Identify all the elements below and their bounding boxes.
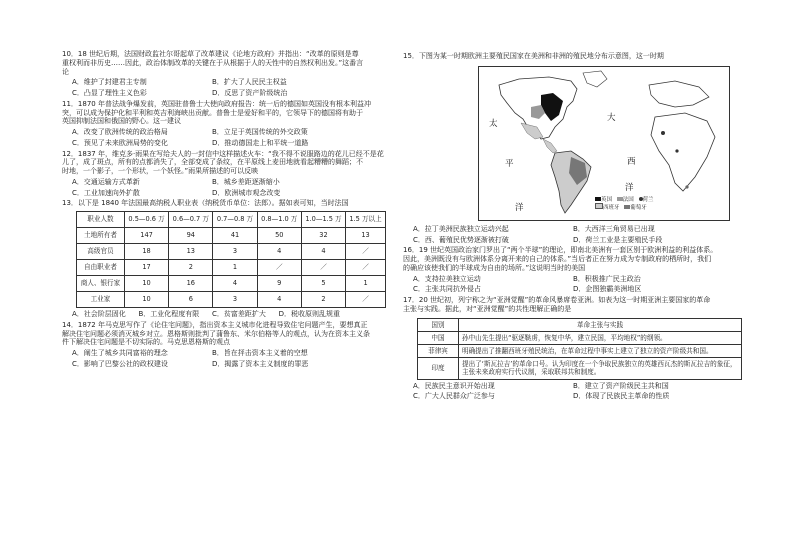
option-d: D．揭露了资本主义制度的罪恶 xyxy=(212,359,309,368)
question-16 xyxy=(403,246,748,294)
table-cell: ／ xyxy=(346,292,386,308)
question-15 xyxy=(403,52,748,244)
map-label: 平 xyxy=(505,158,514,169)
question-text: 10．18 世纪后期，法国财政监社尔哥起草了改革建议《论地方政府》并指出：“改革的原则是尊 xyxy=(62,50,359,58)
table-cell: 10 xyxy=(124,292,168,308)
question-text: 重权利而非历史……因此，政治体制改革的关键在于从根据于人的天性中的自然权利出发。”这番言 xyxy=(62,58,364,67)
question-10 xyxy=(62,50,395,98)
option-c: C．影响了巴黎公社的政权建设 xyxy=(72,359,168,368)
taxpayer-table xyxy=(76,211,386,308)
option-b: B．旨在抨击资本主义着的空想 xyxy=(212,349,308,357)
table-cell: 中国 xyxy=(418,331,459,344)
table-header-row xyxy=(418,318,742,331)
option-d: D．反思了资产阶级统治 xyxy=(212,89,288,97)
question-text: 12．1837 年，维克多·雨果在写给夫人的一封信中这样描述火车：“我不得不说服路边的花儿已经不是花 xyxy=(62,149,384,158)
map-label: 洋 xyxy=(515,202,524,213)
table-cell: ／ xyxy=(346,244,386,260)
table-header-cell: 0.7—0.8 万 xyxy=(213,212,257,228)
table-cell: 3 xyxy=(213,292,257,308)
option-b: B．扩大了人民民主权益 xyxy=(212,78,287,87)
table-header-cell: 0.6—0.7 万 xyxy=(169,212,213,228)
table-cell: 6 xyxy=(169,292,213,308)
table-cell: 41 xyxy=(213,228,257,244)
table-cell: 50 xyxy=(257,228,301,244)
question-text: 13．以下是 1840 年法国最高纳税人职业表（纳税货币单位：法郎）。据如表可知，当时法国 xyxy=(62,199,349,208)
option-c: C．主张共同抗外侵占 xyxy=(413,285,481,294)
table-cell: 94 xyxy=(169,228,213,244)
table-cell: 菲律宾 xyxy=(418,344,459,357)
table-cell: 4 xyxy=(257,244,301,260)
table-cell: 1 xyxy=(213,260,257,276)
map-label: 大 xyxy=(607,112,616,123)
revolution-table xyxy=(417,318,742,380)
table-header-cell: 职业人数 xyxy=(77,212,125,228)
legend-item: 荷兰 xyxy=(642,196,654,203)
question-text: 因此，美洲既没有与欧洲体系分离开来的自己的体系。”当后者正在努力成为专制政府的栖所时，我们 xyxy=(403,255,712,263)
legend-swatch xyxy=(595,203,603,209)
table-cell: 18 xyxy=(124,244,168,260)
table-row xyxy=(77,276,386,292)
question-text: 件下解决住宅问题是不切实际的。马克思恩格斯的观点 xyxy=(62,338,230,347)
option-b: B．积极推广民主政治 xyxy=(573,274,641,283)
legend-item: 西班牙 xyxy=(603,205,620,212)
question-text: 的确应该使我们的半球成为自由的场所。”这说明当时的美国 xyxy=(403,263,586,272)
option-a: A．拉丁美洲民族独立运动兴起 xyxy=(413,224,509,233)
map-label: 西 xyxy=(627,156,636,167)
table-cell: 13 xyxy=(169,244,213,260)
table-header-cell: 1.0—1.5 万 xyxy=(301,212,345,228)
table-header-cell: 国别 xyxy=(418,318,459,331)
question-text: 主张与实践。据此，对“亚洲觉醒”的共性理解正确的是 xyxy=(403,304,572,313)
option-b: B．工业化程度有限 xyxy=(138,310,200,318)
legend-item: 英国 xyxy=(601,196,613,203)
option-a: A．改变了欧洲传统的政治格局 xyxy=(72,128,168,136)
table-cell: ／ xyxy=(346,260,386,276)
option-c: C．贫富差距扩大 xyxy=(211,310,266,318)
table-cell: 1 xyxy=(346,276,386,292)
table-cell: 土地所有者 xyxy=(77,228,125,244)
table-row xyxy=(77,244,386,260)
table-header-cell: 1.5 万以上 xyxy=(346,212,386,228)
option-a: A．社会阶层固化 xyxy=(72,310,126,318)
table-cell: 印度 xyxy=(418,358,459,379)
map-label: 太 xyxy=(489,118,498,129)
question-text: 突，可以成为保护化和平利和英吉利海峡出贡献。普鲁士是爱好和平的，它领导下的德国将有助于 xyxy=(62,108,363,117)
colonial-map xyxy=(478,66,730,221)
table-row xyxy=(418,331,742,344)
option-b: B．立足于英国传统的外交政策 xyxy=(212,128,308,136)
table-cell: 3 xyxy=(213,244,257,260)
table-row xyxy=(77,292,386,308)
table-cell: 明确提出了推翻西班牙殖民统治，在革命过程中事实上建立了独立的资产阶级共和国。 xyxy=(459,344,742,357)
option-a: A．维护了封建君主专制 xyxy=(72,78,147,87)
option-a: A．民族民主意识开始出现 xyxy=(413,381,495,390)
table-cell: ／ xyxy=(257,260,301,276)
question-text: 16．19 世纪英国政治家门罗出了“两个半球”的理论，即南北美洲有一套区别于欧洲利益的利益体系。 xyxy=(403,246,718,255)
table-cell: 13 xyxy=(346,228,386,244)
option-d: D．体现了民族民主革命的性质 xyxy=(573,392,670,401)
table-header-cell: 0.5—0.6 万 xyxy=(124,212,168,228)
table-cell: 提出了‘斯瓦拉吉’的革命口号。认为印度在一个争取民族独立的英雄西瓦杰的斯瓦拉吉的象征，主张未来政府实行代议制，采取联邦共和制度。 xyxy=(459,358,742,379)
question-text: 英国抑制法国和俄国的野心。这一建议 xyxy=(62,117,181,126)
question-text: 论 xyxy=(62,67,69,76)
table-cell: 孙中山先生提出“驱逐鞑虏，恢复中华，建立民国，平均地权”的纲领。 xyxy=(459,331,742,344)
table-cell: 2 xyxy=(301,292,345,308)
right-column xyxy=(403,52,748,403)
option-b: B．大西洋三角贸易已出现 xyxy=(573,224,655,233)
option-b: B．城乡差距逐渐缩小 xyxy=(212,177,280,186)
table-cell: 10 xyxy=(124,276,168,292)
table-row xyxy=(77,260,386,276)
legend-item: 葡萄牙 xyxy=(630,205,647,212)
table-cell: 147 xyxy=(124,228,168,244)
table-cell: 工业家 xyxy=(77,292,125,308)
option-a: A．交通运输方式革新 xyxy=(72,177,140,186)
option-c: C．广大人民群众广泛参与 xyxy=(413,392,495,401)
question-text: 14．1872 年马克思写作了《论住宅问题》，指出资本主义城市化进程导致住宅问题产生，要想真正 xyxy=(62,320,368,329)
question-17 xyxy=(403,296,748,401)
table-cell: 4 xyxy=(301,244,345,260)
option-a: A．支持拉美独立运动 xyxy=(413,274,481,283)
table-cell: 高级官员 xyxy=(77,244,125,260)
table-cell: 5 xyxy=(301,276,345,292)
table-cell: 2 xyxy=(169,260,213,276)
table-cell: 16 xyxy=(169,276,213,292)
map-legend xyxy=(595,197,654,212)
question-text: 15．下图为某一时期欧洲主要殖民国家在美洲和非洲的殖民地分布示意图，这一时期 xyxy=(403,52,664,60)
table-cell: 商人、银行家 xyxy=(77,276,125,292)
option-d: D．荷兰工业是主要殖民手段 xyxy=(573,235,663,244)
question-14 xyxy=(62,321,395,369)
table-cell: 9 xyxy=(257,276,301,292)
option-c: C．西、葡殖民优势逐渐被打破 xyxy=(413,235,509,244)
option-d: D．企图独霸美洲地区 xyxy=(573,285,642,294)
option-d: D．推动德国走上和平统一道路 xyxy=(212,138,309,147)
question-13 xyxy=(62,199,395,319)
table-cell: ／ xyxy=(301,260,345,276)
table-row xyxy=(77,228,386,244)
table-cell: 17 xyxy=(124,260,168,276)
option-c: C．预见了未来欧洲局势的变化 xyxy=(72,138,168,147)
option-a: A．阐生了城乡共同富裕的理念 xyxy=(72,349,168,357)
option-c: C．工业加速向外扩散 xyxy=(72,188,140,197)
option-b: B．建立了资产阶级民主共和国 xyxy=(573,381,669,390)
table-row xyxy=(418,344,742,357)
option-c: C．凸显了理性主义色彩 xyxy=(72,89,147,97)
table-cell: 4 xyxy=(257,292,301,308)
options-row xyxy=(72,310,395,319)
question-12 xyxy=(62,150,395,198)
question-text: 17．20 世纪初，列宁称之为“亚洲觉醒”的革命风暴席卷亚洲。如表为这一时期亚洲主要国家的革命 xyxy=(403,296,711,304)
table-cell: 32 xyxy=(301,228,345,244)
option-d: D．税收原则乱规重 xyxy=(278,310,340,318)
legend-item: 法国 xyxy=(622,196,634,203)
question-text: 解决住宅问题必须消灭城乡对立。恩格斯则批判了蒲鲁东、米尔伯格等人的观点，认为在资本主义条 xyxy=(62,329,370,338)
left-column xyxy=(62,50,395,371)
table-cell: 自由职业者 xyxy=(77,260,125,276)
table-header-row xyxy=(77,212,386,228)
option-d: D．欧洲城市观念改变 xyxy=(212,188,281,197)
question-text: 儿了，成了斑点，所有的点都消失了，全部变成了条纹，在平原线上麦田地就看起糟糟的舞蹈；不 xyxy=(62,158,363,167)
table-cell: 4 xyxy=(213,276,257,292)
table-header-cell: 革命主张与实践 xyxy=(459,318,742,331)
question-text: 时地，一个影子，一个形状，一个妖怪。”雨果所描述的可以反映 xyxy=(62,167,259,175)
question-11 xyxy=(62,100,395,148)
table-row xyxy=(418,358,742,379)
question-text: 11．1870 年普法战争爆发前，英国驻普鲁士大使向政府报告：统一后的德国如英国没有根本利益冲 xyxy=(62,99,371,108)
table-header-cell: 0.8—1.0 万 xyxy=(257,212,301,228)
map-label: 洋 xyxy=(625,182,634,193)
